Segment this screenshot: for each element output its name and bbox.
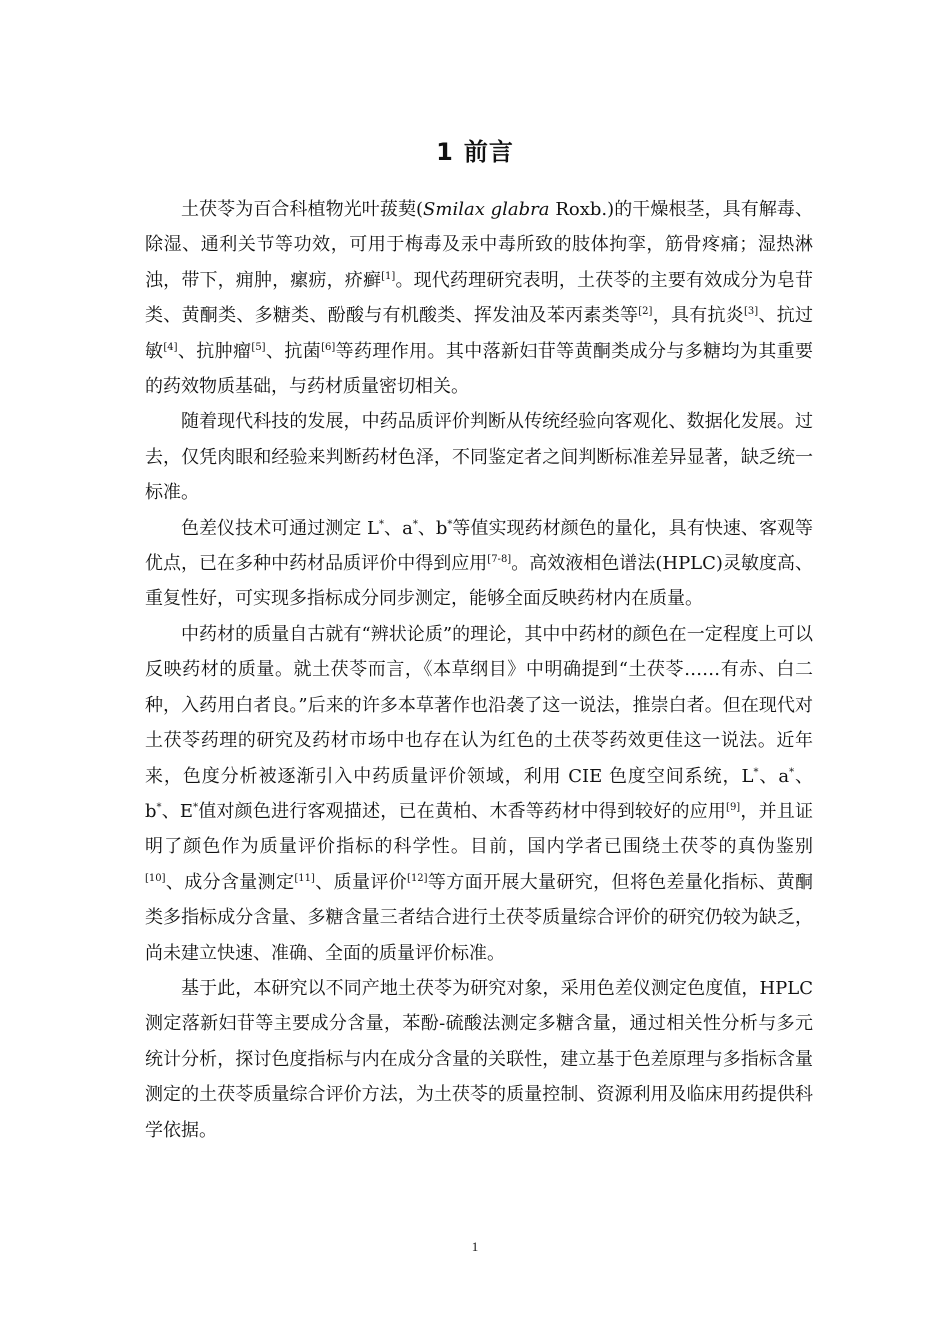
citation: [7-8] (487, 554, 512, 566)
paragraph-4 (145, 617, 813, 971)
text-run: 、抗过敏 (145, 305, 814, 362)
citation: [3] (744, 306, 759, 318)
text-run: Roxb.)的干燥根茎，具有解毒、除湿、通利关节等功效，可用于梅毒及汞中毒所致的肢体拘挛，筋骨疼痛；湿热淋浊，带下，痈肿，瘰疬，疥癣 (145, 199, 813, 291)
text-run: 等药理作用。其中落新妇苷等黄酮类成分与多糖均为其重要的药效物质基础，与药材质量密切相关。 (145, 340, 814, 398)
text-run: 中药材的质量自古就有“辨状论质”的理论，其中中药材的颜色在一定程度上可以反映药材的质量。就土茯苓而言，《本草纲目》中明确提到“土茯苓……有赤、白二种，入药用白者良。”后来的许多本草著作也沿袭了这一说法，推崇白者。但在现代对土茯苓药理的研究及药材市场中也存在认为红色的土茯苓药效更佳这一说法。近年来，色度分析被逐渐引入中药质量评价领域，利用 CIE 色度空间系统，L (145, 623, 813, 787)
superscript: * (447, 518, 453, 530)
text-run: 、a (384, 517, 413, 539)
citation: [6] (321, 341, 336, 353)
text-run: 、抗菌 (265, 340, 322, 362)
text-run: 、a (758, 765, 790, 787)
text-run: 色差仪技术可通过测定 L (181, 517, 380, 539)
superscript: * (379, 518, 385, 530)
text-run: 。现代药理研究表明，土茯苓的主要有效成分为皂苷类、黄酮类、多糖类、酚酸与有机酸类、挥发油及苯丙素类等 (145, 269, 814, 327)
section-number: 1 (436, 138, 454, 166)
citation: [2] (638, 306, 653, 318)
text-run: 等方面开展大量研究，但将色差量化指标、黄酮类多指标成分含量、多糖含量三者结合进行土茯苓质量综合评价的研究仍较为缺乏，尚未建立快速、准确、全面的质量评价标准。 (145, 871, 814, 964)
superscript: * (156, 801, 162, 813)
text-run: ，具有抗炎 (652, 305, 745, 327)
superscript: * (193, 801, 199, 813)
text-run: 等值实现药材颜色的量化，具有快速、客观等优点，已在多种中药材品质评价中得到应用 (145, 517, 814, 575)
text-run: 、b (417, 517, 448, 539)
superscript: * (412, 518, 418, 530)
citation: [10] (145, 872, 166, 884)
paragraph-2: 随着现代科技的发展，中药品质评价判断从传统经验向客观化、数据化发展。过去，仅凭肉眼和经验来判断药材色泽，不同鉴定者之间判断标准差异显著，缺乏统一标准。 (145, 411, 813, 504)
text-run: 、成分含量测定 (165, 871, 295, 893)
superscript: * (753, 766, 759, 778)
superscript: * (789, 766, 795, 778)
citation: [1] (381, 270, 396, 282)
section-heading (0, 132, 950, 167)
section-title: 前言 (463, 138, 514, 166)
species-name: Smilax glabra (423, 199, 550, 220)
paragraph-1 (145, 192, 813, 404)
text-run: 土茯苓为百合科植物光叶菝葜( (181, 199, 424, 220)
text-run: 、E (161, 800, 194, 822)
text-run: 、抗肿瘤 (177, 340, 252, 362)
citation: [12] (407, 872, 428, 884)
citation: [5] (251, 341, 266, 353)
paragraph-5: 基于此，本研究以不同产地土茯苓为研究对象，采用色差仪测定色度值，HPLC 测定落新妇苷等主要成分含量，苯酚-硫酸法测定多糖含量，通过相关性分析与多元统计分析，探讨色度指标与内在成分含量的关联性，建立基于色差原理与多指标含量测定的土茯苓质量综合评价方法，为土茯苓的质量控制、资源利用及临床用药提供科学依据。 (145, 977, 813, 1141)
text-run: 、质量评价 (314, 871, 408, 893)
text-run: 。高效液相色谱法(HPLC)灵敏度高、重复性好，可实现多指标成分同步测定，能够全面反映药材内在质量。 (145, 553, 813, 610)
text-run: ，并且证明了颜色作为质量评价指标的科学性。目前，国内学者已围绕土茯苓的真伪鉴别 (145, 800, 814, 858)
citation: [9] (726, 801, 741, 813)
page-number: 1 (471, 1239, 479, 1254)
paragraph-3 (145, 511, 813, 617)
citation: [11] (294, 872, 315, 884)
body-text (145, 192, 813, 1148)
text-run: 、b (145, 765, 813, 822)
citation: [4] (163, 341, 178, 353)
text-run: 值对颜色进行客观描述，已在黄柏、木香等药材中得到较好的应用 (198, 800, 727, 822)
